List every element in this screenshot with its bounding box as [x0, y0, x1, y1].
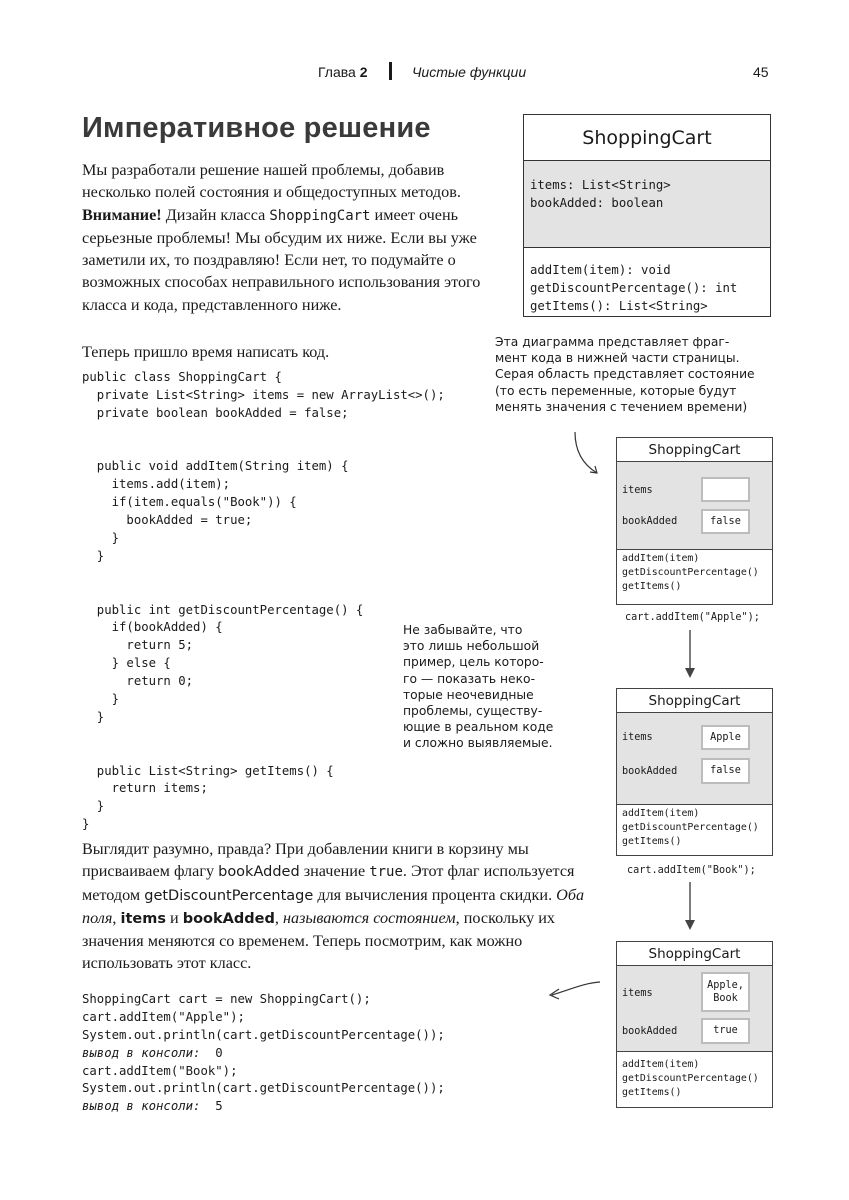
code-line: return items; [82, 781, 208, 796]
state-field: items: List<String> [530, 178, 671, 192]
true-value: true [369, 864, 403, 881]
code-line: } [82, 548, 105, 563]
code-line [82, 566, 445, 584]
method-name: getDiscountPercentage [144, 887, 314, 904]
attention-word: Внимание! [82, 205, 162, 224]
field-value-box: true [701, 1018, 750, 1044]
class-diagram-methods [524, 248, 770, 317]
cart-state-diagram: ShoppingCart items Apple bookAdded false addItem(item) getDiscountPercentage() getItems() [616, 688, 773, 856]
discussion-paragraph: Выглядит разумно, правда? При добавлении книги в корзину мы присваиваем флагу bookAdded значение true. Этот флаг используется методом getDiscountPercentage для вычисления процента скидки. Оба поля, items и bookAdded, называются состоянием, поскольку их значения меняются со временем. Теперь посмотрим, как можно использовать этот класс. [82, 840, 585, 973]
down-arrow-icon [683, 628, 697, 680]
chapter-label: Глава 2 [318, 64, 368, 80]
code-line: cart.addItem("Apple"); [82, 1009, 245, 1024]
code-line: public int getDiscountPercentage() { [82, 602, 364, 617]
code-line: System.out.println(cart.getDiscountPercentage()); [82, 1081, 445, 1096]
field-value-box: Apple [701, 725, 750, 750]
field-label: bookAdded [622, 516, 678, 527]
curved-arrow-left-icon [544, 978, 604, 1004]
cart-state-fields [617, 462, 772, 550]
field-value-box: false [701, 758, 750, 784]
header-separator [389, 62, 392, 80]
class-name-inline: ShoppingCart [269, 207, 371, 224]
usage-code-listing [82, 991, 445, 1116]
method-entry: getDiscountPercentage(): int [530, 281, 738, 295]
method-entry: addItem(item): void [530, 263, 671, 277]
console-output-line: вывод в консоли: 5 [82, 1099, 223, 1114]
code-line: public class ShoppingCart { [82, 370, 282, 384]
code-line: private boolean bookAdded = false; [82, 405, 349, 420]
diagram-annotation: Эта диаграмма представляет фраг- мент кода в нижней части страницы. Серая область представляет состояние (то есть переменные, которые будут менять значения с течением времени) [495, 335, 755, 414]
intro-paragraph: Мы разработали решение нашей проблемы, добавив несколько полей состояния и общедоступных методов. Внимание! Дизайн класса ShoppingCart имеет очень серьезные проблемы! Мы обсудим их ниже. Если вы уже заметили их, то поздравляю! Если нет, то подумайте о возможных способах неправильного использования этого класса и кода, представленного ниже. [82, 161, 481, 314]
field-items: items [120, 910, 166, 927]
cart-state-diagram: ShoppingCart items Apple, Book bookAdded true addItem(item) getDiscountPercentage() getItems() [616, 941, 773, 1108]
code-line [82, 745, 445, 763]
code-line [82, 584, 445, 602]
code-line: return 5; [82, 638, 194, 653]
code-line: if(item.equals("Book")) { [82, 495, 297, 510]
field-value-box: Apple, Book [701, 972, 750, 1012]
class-code-listing [82, 369, 445, 834]
cart-state-fields [617, 713, 772, 805]
code-line: items.add(item); [82, 477, 231, 492]
class-diagram-state [524, 161, 770, 248]
cart-state-title: ShoppingCart [617, 438, 772, 462]
code-line: } [82, 799, 105, 814]
code-line: System.out.println(cart.getDiscountPercentage()); [82, 1027, 445, 1042]
code-line: } else { [82, 656, 171, 671]
down-arrow-icon [683, 880, 697, 932]
cart-state-title: ShoppingCart [617, 942, 772, 966]
field-label: bookAdded [622, 1026, 678, 1037]
curved-arrow-icon [570, 430, 604, 478]
state-transition-caption: cart.addItem("Apple"); [625, 612, 760, 623]
code-line: ShoppingCart cart = new ShoppingCart(); [82, 992, 371, 1006]
running-head [0, 62, 849, 84]
state-field: bookAdded: boolean [530, 196, 664, 210]
chapter-title: Чистые функции [412, 64, 527, 80]
intro-paragraph-2: Теперь пришло время написать код. [82, 343, 330, 361]
field-value-box: false [701, 509, 750, 534]
console-output-label: вывод в консоли: [82, 1045, 201, 1060]
cart-state-title: ShoppingCart [617, 689, 772, 713]
field-label: bookAdded [622, 766, 678, 777]
code-line: } [82, 817, 90, 832]
cart-state-diagram: ShoppingCart items bookAdded false addItem(item) getDiscountPercentage() getItems() [616, 437, 773, 605]
console-output-line: вывод в консоли: 0 [82, 1045, 223, 1060]
code-line: } [82, 692, 120, 707]
field-label: items [622, 988, 653, 999]
field-label: items [622, 485, 653, 496]
page-number: 45 [753, 64, 769, 80]
code-line: public List<String> getItems() { [82, 763, 334, 778]
flag-name: bookAdded [218, 864, 300, 881]
field-bookadded: bookAdded [182, 910, 275, 927]
code-line [82, 423, 445, 441]
code-line: public void addItem(String item) { [82, 459, 349, 474]
shopping-cart-class-diagram [523, 114, 771, 317]
state-transition-caption: cart.addItem("Book"); [627, 865, 756, 876]
class-diagram-title: ShoppingCart [524, 115, 770, 161]
cart-state-fields [617, 966, 772, 1052]
side-note: Не забывайте, что это лишь небольшой пример, цель которо- го — показать неко- торые неочевидные проблемы, существу- ющие в реальном коде и сложно выявляемые. [403, 623, 554, 751]
code-line: return 0; [82, 674, 194, 689]
code-line: if(bookAdded) { [82, 620, 223, 635]
code-line: } [82, 531, 120, 546]
field-value-box [701, 477, 750, 502]
code-line [82, 441, 445, 459]
field-label: items [622, 732, 653, 743]
console-output-label: вывод в консоли: [82, 1099, 201, 1114]
code-line: cart.addItem("Book"); [82, 1063, 238, 1078]
code-line: private List<String> items = new ArrayList<>(); [82, 387, 445, 402]
method-entry: getItems(): List<String> [530, 299, 708, 313]
section-title: Императивное решение [82, 112, 431, 144]
code-line [82, 727, 445, 745]
code-line: bookAdded = true; [82, 513, 253, 528]
code-line: } [82, 709, 105, 724]
